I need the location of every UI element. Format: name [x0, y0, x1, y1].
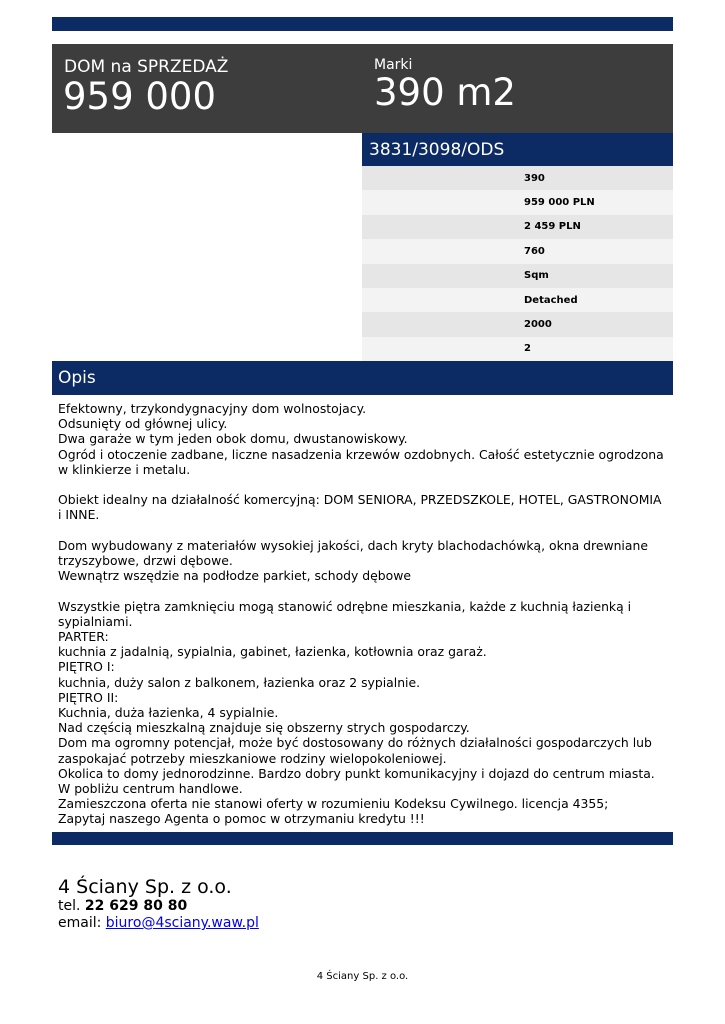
details-value: 2 [524, 343, 531, 355]
details-row [362, 337, 673, 361]
bottom-divider-bar [52, 832, 673, 845]
top-divider-bar [52, 17, 673, 31]
details-row [362, 239, 673, 263]
email-line [58, 915, 259, 932]
page-footer: 4 Ściany Sp. z o.o. [316, 971, 409, 982]
description-section-header [52, 361, 673, 395]
details-row [362, 190, 673, 214]
details-value: 959 000 PLN [524, 197, 595, 209]
details-value: 390 [524, 172, 545, 184]
property-type-label: DOM na SPRZEDAŻ [64, 57, 229, 77]
email-link[interactable]: biuro@4sciany.waw.pl [105, 915, 259, 931]
listing-header [52, 44, 673, 133]
description-text: Efektowny, trzykondygnacyjny dom wolnostojacy. Odsunięty od głównej ulicy. Dwa garaże w tym jeden obok domu, dwustanowiskowy. Ogród i otoczenie zadbane, liczne nasadzenia krzewów ozdobnych. Całość estetycznie ogrodzona w klinkierze i metalu. Obiekt idealny na działalność komercyjną: DOM SENIORA, PRZEDSZKOLE, HOTEL, GASTRONOMIA i INNE. Dom wybudowany z materiałów wysokiej jakości, dach kryty blachodachówką, okna drewniane trzyszybowe, drzwi dębowe. Wewnątrz wszędzie na podłodze parkiet, schody dębowe Wszystkie piętra zamknięciu mogą stanowić odrębne mieszkania, każde z kuchnią łazienką i sypialniami. PARTER: kuchnia z jadalnią, sypialnia, gabinet, łazienka, kotłownia oraz garaż. PIĘTRO I: kuchnia, duży salon z balkonem, łazienka oraz 2 sypialnie. PIĘTRO II: Kuchnia, duża łazienka, 4 sypialnie. Nad częścią mieszkalną znajduje się obszerny strych gospodarczy. Dom ma ogromny potencjał, może być dostosowany do różnych działalności gospodarczych lub zaspokajać potrzeby mieszkaniowe rodziny wielopokoleniowej. Okolica to domy jednorodzinne. Bardzo dobry punkt komunikacyjny i dojazd do centrum miasta. W pobliżu centrum handlowe. Zamieszczona oferta nie stanowi oferty w rozumieniu Kodeksu Cywilnego. licencja 4355; Zapytaj naszego Agenta o pomoc w otrzymaniu kredytu !!! [58, 401, 664, 827]
details-row [362, 312, 673, 336]
email-label: email: [58, 915, 102, 931]
details-row [362, 288, 673, 312]
property-details-table [362, 166, 673, 361]
reference-number: 3831/3098/ODS [369, 140, 505, 160]
details-row [362, 166, 673, 190]
details-value: 760 [524, 245, 545, 257]
phone-label: tel. [58, 898, 81, 914]
details-value: Detached [524, 294, 578, 306]
section-title: Opis [58, 368, 96, 388]
area-value: 390 m2 [374, 71, 516, 114]
price-value: 959 000 [63, 75, 217, 118]
details-value: 2000 [524, 319, 552, 331]
company-name: 4 Ściany Sp. z o.o. [58, 876, 232, 898]
details-row [362, 264, 673, 288]
reference-number-bar [362, 133, 673, 166]
phone-number: 22 629 80 80 [84, 898, 188, 914]
details-value: Sqm [524, 270, 549, 282]
details-value: 2 459 PLN [524, 221, 581, 233]
details-row [362, 215, 673, 239]
location-label: Marki [374, 57, 413, 73]
company-contact [58, 876, 259, 932]
phone-line [58, 898, 259, 915]
